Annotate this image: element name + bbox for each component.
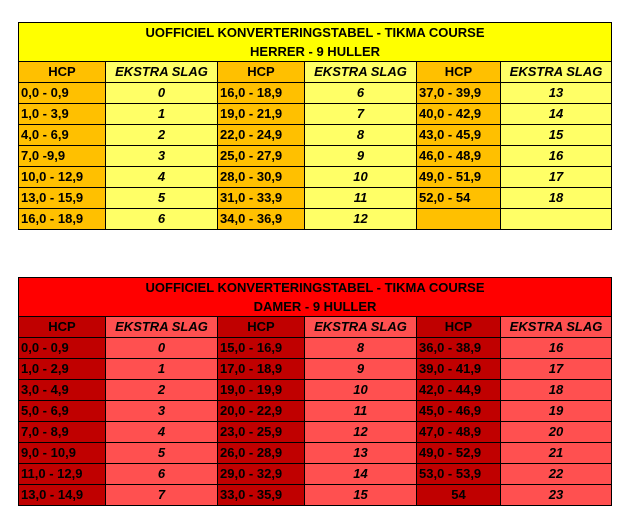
- hcp-cell: 28,0 - 30,9: [218, 167, 305, 188]
- column-header: HCP: [218, 62, 305, 83]
- slag-cell: 5: [106, 443, 218, 464]
- table-row: [19, 464, 612, 485]
- slag-cell: 2: [106, 125, 218, 146]
- slag-cell: 8: [305, 338, 417, 359]
- slag-cell: 14: [305, 464, 417, 485]
- hcp-cell: 10,0 - 12,9: [19, 167, 106, 188]
- slag-cell: 9: [305, 146, 417, 167]
- slag-cell: [501, 209, 612, 230]
- hcp-cell: 43,0 - 45,9: [417, 125, 501, 146]
- slag-cell: 18: [501, 188, 612, 209]
- column-header: HCP: [218, 317, 305, 338]
- hcp-cell: 46,0 - 48,9: [417, 146, 501, 167]
- hcp-cell: 1,0 - 3,9: [19, 104, 106, 125]
- table-row: [19, 146, 612, 167]
- hcp-cell: 42,0 - 44,9: [417, 380, 501, 401]
- hcp-cell: 5,0 - 6,9: [19, 401, 106, 422]
- hcp-cell: 34,0 - 36,9: [218, 209, 305, 230]
- hcp-cell: 25,0 - 27,9: [218, 146, 305, 167]
- slag-cell: 19: [501, 401, 612, 422]
- slag-cell: 16: [501, 146, 612, 167]
- table-subtitle: DAMER - 9 HULLER: [19, 297, 612, 317]
- slag-cell: 15: [305, 485, 417, 506]
- slag-cell: 23: [501, 485, 612, 506]
- slag-cell: 1: [106, 359, 218, 380]
- hcp-cell: 49,0 - 52,9: [417, 443, 501, 464]
- slag-cell: 5: [106, 188, 218, 209]
- slag-cell: 13: [305, 443, 417, 464]
- hcp-cell: 39,0 - 41,9: [417, 359, 501, 380]
- slag-cell: 11: [305, 188, 417, 209]
- column-header: HCP: [417, 317, 501, 338]
- hcp-cell: 15,0 - 16,9: [218, 338, 305, 359]
- slag-cell: 0: [106, 338, 218, 359]
- hcp-cell: 1,0 - 2,9: [19, 359, 106, 380]
- hcp-cell: 9,0 - 10,9: [19, 443, 106, 464]
- hcp-cell: 22,0 - 24,9: [218, 125, 305, 146]
- slag-cell: 18: [501, 380, 612, 401]
- table-row: [19, 167, 612, 188]
- hcp-cell: [417, 209, 501, 230]
- table-row: [19, 380, 612, 401]
- table-row: [19, 104, 612, 125]
- table-title: UOFFICIEL KONVERTERINGSTABEL - TIKMA COURSE: [19, 23, 612, 43]
- table-row: [19, 401, 612, 422]
- hcp-cell: 23,0 - 25,9: [218, 422, 305, 443]
- column-header: HCP: [19, 62, 106, 83]
- slag-cell: 6: [106, 209, 218, 230]
- hcp-cell: 7,0 - 8,9: [19, 422, 106, 443]
- hcp-cell: 4,0 - 6,9: [19, 125, 106, 146]
- hcp-cell: 26,0 - 28,9: [218, 443, 305, 464]
- hcp-cell: 16,0 - 18,9: [19, 209, 106, 230]
- hcp-cell: 52,0 - 54: [417, 188, 501, 209]
- slag-cell: 11: [305, 401, 417, 422]
- column-header: EKSTRA SLAG: [106, 317, 218, 338]
- slag-cell: 20: [501, 422, 612, 443]
- hcp-cell: 54: [417, 485, 501, 506]
- table-row: [19, 422, 612, 443]
- slag-cell: 4: [106, 167, 218, 188]
- slag-cell: 9: [305, 359, 417, 380]
- slag-cell: 6: [305, 83, 417, 104]
- slag-cell: 21: [501, 443, 612, 464]
- table-row: [19, 359, 612, 380]
- slag-cell: 17: [501, 359, 612, 380]
- table-row: [19, 485, 612, 506]
- hcp-cell: 16,0 - 18,9: [218, 83, 305, 104]
- hcp-cell: 11,0 - 12,9: [19, 464, 106, 485]
- hcp-cell: 20,0 - 22,9: [218, 401, 305, 422]
- hcp-cell: 37,0 - 39,9: [417, 83, 501, 104]
- slag-cell: 14: [501, 104, 612, 125]
- hcp-cell: 17,0 - 18,9: [218, 359, 305, 380]
- table-row: [19, 338, 612, 359]
- slag-cell: 12: [305, 209, 417, 230]
- slag-cell: 6: [106, 464, 218, 485]
- table-row: [19, 188, 612, 209]
- table-row: [19, 443, 612, 464]
- herrer-conversion-table: [18, 22, 612, 230]
- hcp-cell: 49,0 - 51,9: [417, 167, 501, 188]
- slag-cell: 3: [106, 401, 218, 422]
- hcp-cell: 47,0 - 48,9: [417, 422, 501, 443]
- slag-cell: 17: [501, 167, 612, 188]
- header-row: [19, 62, 612, 83]
- column-header: HCP: [19, 317, 106, 338]
- hcp-cell: 19,0 - 19,9: [218, 380, 305, 401]
- hcp-cell: 40,0 - 42,9: [417, 104, 501, 125]
- slag-cell: 2: [106, 380, 218, 401]
- slag-cell: 13: [501, 83, 612, 104]
- column-header: HCP: [417, 62, 501, 83]
- column-header: EKSTRA SLAG: [501, 317, 612, 338]
- hcp-cell: 7,0 -9,9: [19, 146, 106, 167]
- slag-cell: 16: [501, 338, 612, 359]
- slag-cell: 7: [106, 485, 218, 506]
- hcp-cell: 33,0 - 35,9: [218, 485, 305, 506]
- hcp-cell: 13,0 - 14,9: [19, 485, 106, 506]
- slag-cell: 15: [501, 125, 612, 146]
- column-header: EKSTRA SLAG: [305, 62, 417, 83]
- hcp-cell: 3,0 - 4,9: [19, 380, 106, 401]
- column-header: EKSTRA SLAG: [501, 62, 612, 83]
- hcp-cell: 0,0 - 0,9: [19, 338, 106, 359]
- table-row: [19, 125, 612, 146]
- column-header: EKSTRA SLAG: [305, 317, 417, 338]
- hcp-cell: 36,0 - 38,9: [417, 338, 501, 359]
- slag-cell: 8: [305, 125, 417, 146]
- slag-cell: 3: [106, 146, 218, 167]
- hcp-cell: 29,0 - 32,9: [218, 464, 305, 485]
- hcp-cell: 19,0 - 21,9: [218, 104, 305, 125]
- hcp-cell: 45,0 - 46,9: [417, 401, 501, 422]
- hcp-cell: 0,0 - 0,9: [19, 83, 106, 104]
- hcp-cell: 53,0 - 53,9: [417, 464, 501, 485]
- slag-cell: 10: [305, 380, 417, 401]
- table-title: UOFFICIEL KONVERTERINGSTABEL - TIKMA COURSE: [19, 278, 612, 298]
- slag-cell: 22: [501, 464, 612, 485]
- table-row: [19, 209, 612, 230]
- slag-cell: 7: [305, 104, 417, 125]
- slag-cell: 12: [305, 422, 417, 443]
- slag-cell: 10: [305, 167, 417, 188]
- table-row: [19, 83, 612, 104]
- table-subtitle: HERRER - 9 HULLER: [19, 42, 612, 62]
- hcp-cell: 13,0 - 15,9: [19, 188, 106, 209]
- column-header: EKSTRA SLAG: [106, 62, 218, 83]
- slag-cell: 4: [106, 422, 218, 443]
- hcp-cell: 31,0 - 33,9: [218, 188, 305, 209]
- slag-cell: 1: [106, 104, 218, 125]
- header-row: [19, 317, 612, 338]
- damer-conversion-table: [18, 277, 612, 506]
- slag-cell: 0: [106, 83, 218, 104]
